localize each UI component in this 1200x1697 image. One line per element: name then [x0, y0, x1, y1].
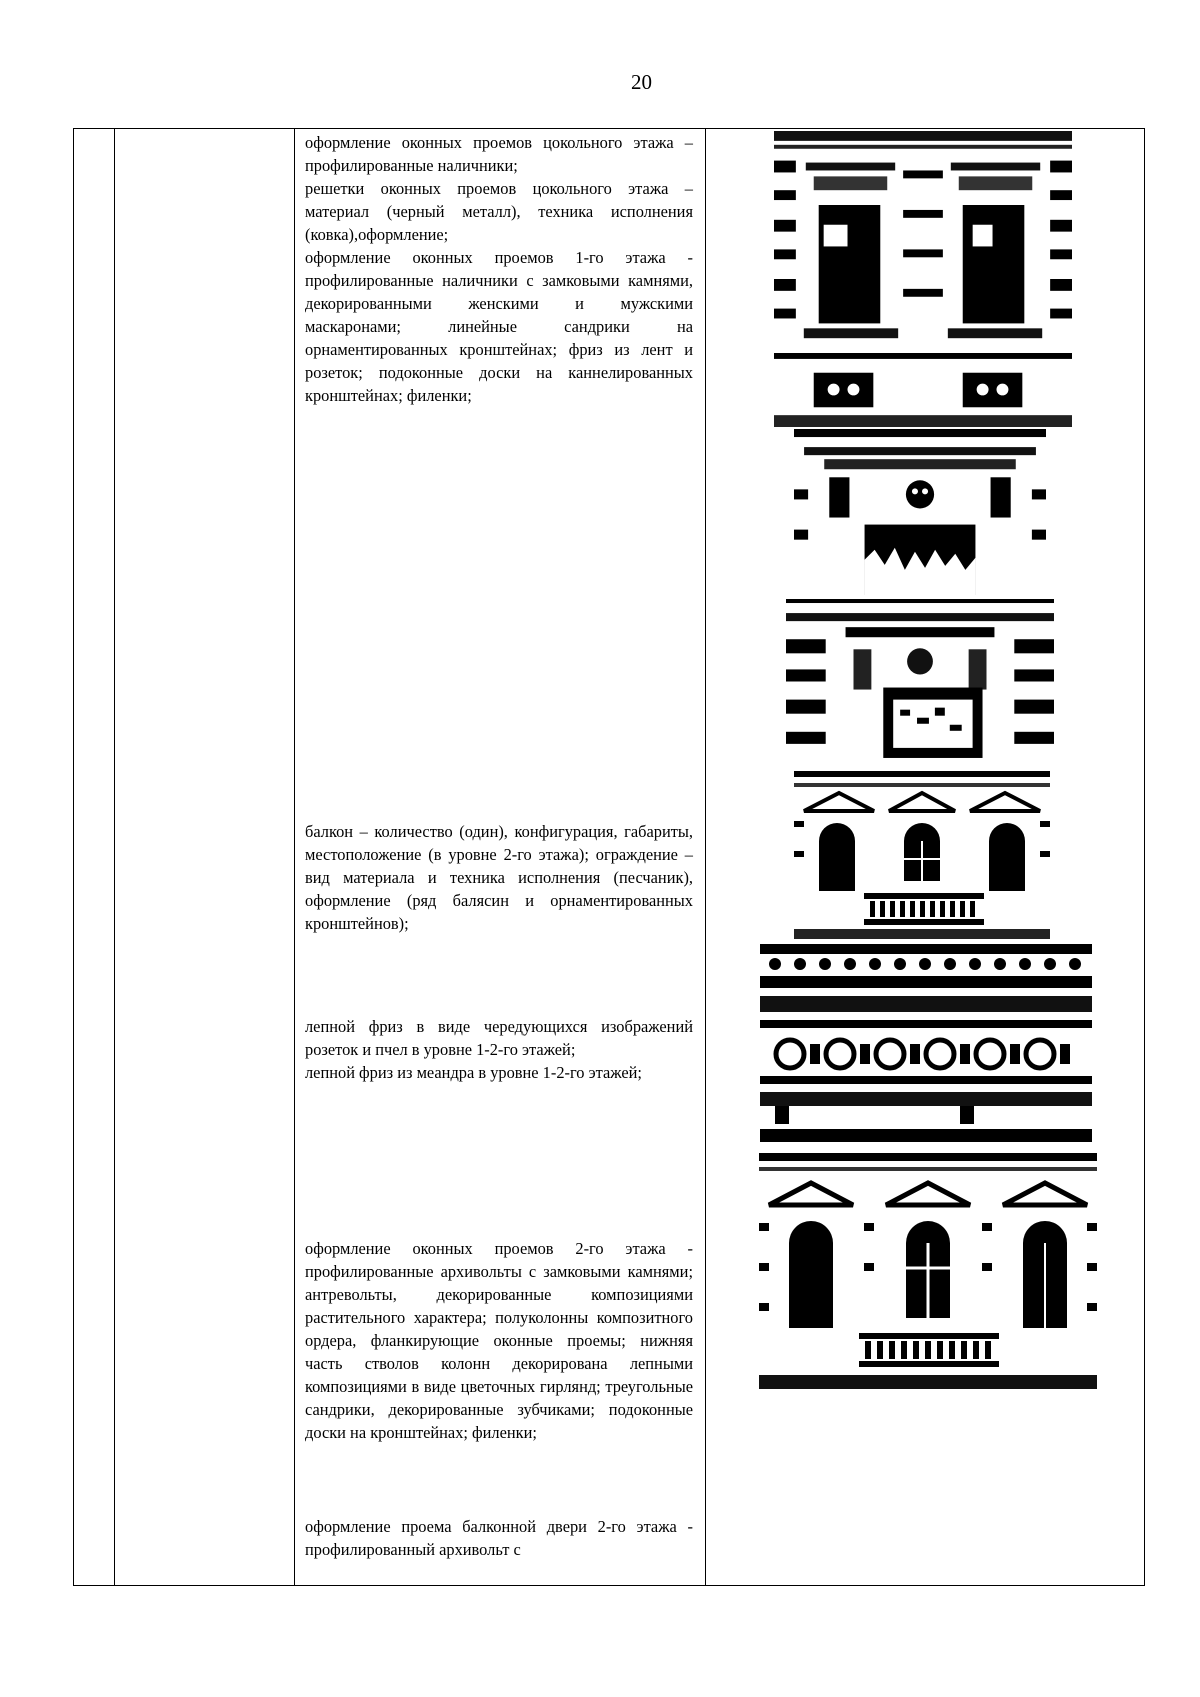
description-entry-2 — [305, 820, 693, 935]
balcony-photo — [794, 771, 1050, 939]
table-cell-name — [115, 129, 295, 1586]
description-paragraph: лепной фриз в виде чередующихся изображений розеток и пчел в уровне 1-2-го этажей; — [305, 1017, 693, 1059]
description-entry-5 — [305, 1515, 693, 1561]
table-cell-description — [295, 129, 706, 1586]
frieze-photo — [760, 944, 1092, 1142]
table-cell-photos — [706, 129, 1145, 1586]
description-paragraph: оформление оконных проемов цокольного этажа – профилированные наличники; — [305, 133, 693, 175]
description-entry-3 — [305, 1015, 693, 1084]
description-paragraph: решетки оконных проемов цокольного этажа – материал (черный металл), техника исполнения (ковка),оформление; — [305, 179, 693, 244]
description-paragraph: оформление оконных проемов 2-го этажа - профилированные архивольты с замковыми камнями; антревольты, декорированные композициями растительного характера; полуколонны композитного ордера, фланкирующие оконные проемы; нижняя часть стволов колонн декорирована лепными композициями в виде цветочных гирлянд; треугольные сандрики, декорированные зубчиками; подоконные доски на кронштейнах; филенки; — [305, 1239, 693, 1442]
description-paragraph: лепной фриз из меандра в уровне 1-2-го этажей; — [305, 1063, 642, 1082]
facade-windows-photo — [774, 131, 1072, 427]
description-paragraph: оформление проема балконной двери 2-го этажа - профилированный архивольт с — [305, 1517, 693, 1559]
mascaron-window-photo-1 — [794, 429, 1046, 595]
page-number: 20 — [631, 70, 652, 94]
description-paragraph: балкон – количество (один), конфигурация, габариты, местоположение (в уровне 2-го этажа); ограждение – вид материала и техника исполнения (песчаник), оформление (ряд балясин и орнаментированных кронштейнов); — [305, 822, 693, 933]
table-cell-number — [74, 129, 115, 1586]
description-entry-4 — [305, 1237, 693, 1444]
monuments-table — [73, 128, 1145, 1586]
second-floor-windows-photo — [759, 1153, 1097, 1389]
description-paragraph: оформление оконных проемов 1-го этажа - профилированные наличники с замковыми камнями, декорированными женскими и мужскими маскаронами; линейные сандрики на орнаментированных кронштейнах; фриз из лент и розеток; подоконные доски на каннелированных кронштейнах; филенки; — [305, 248, 693, 405]
mascaron-window-photo-2 — [786, 599, 1054, 765]
description-entry-1 — [305, 131, 693, 407]
